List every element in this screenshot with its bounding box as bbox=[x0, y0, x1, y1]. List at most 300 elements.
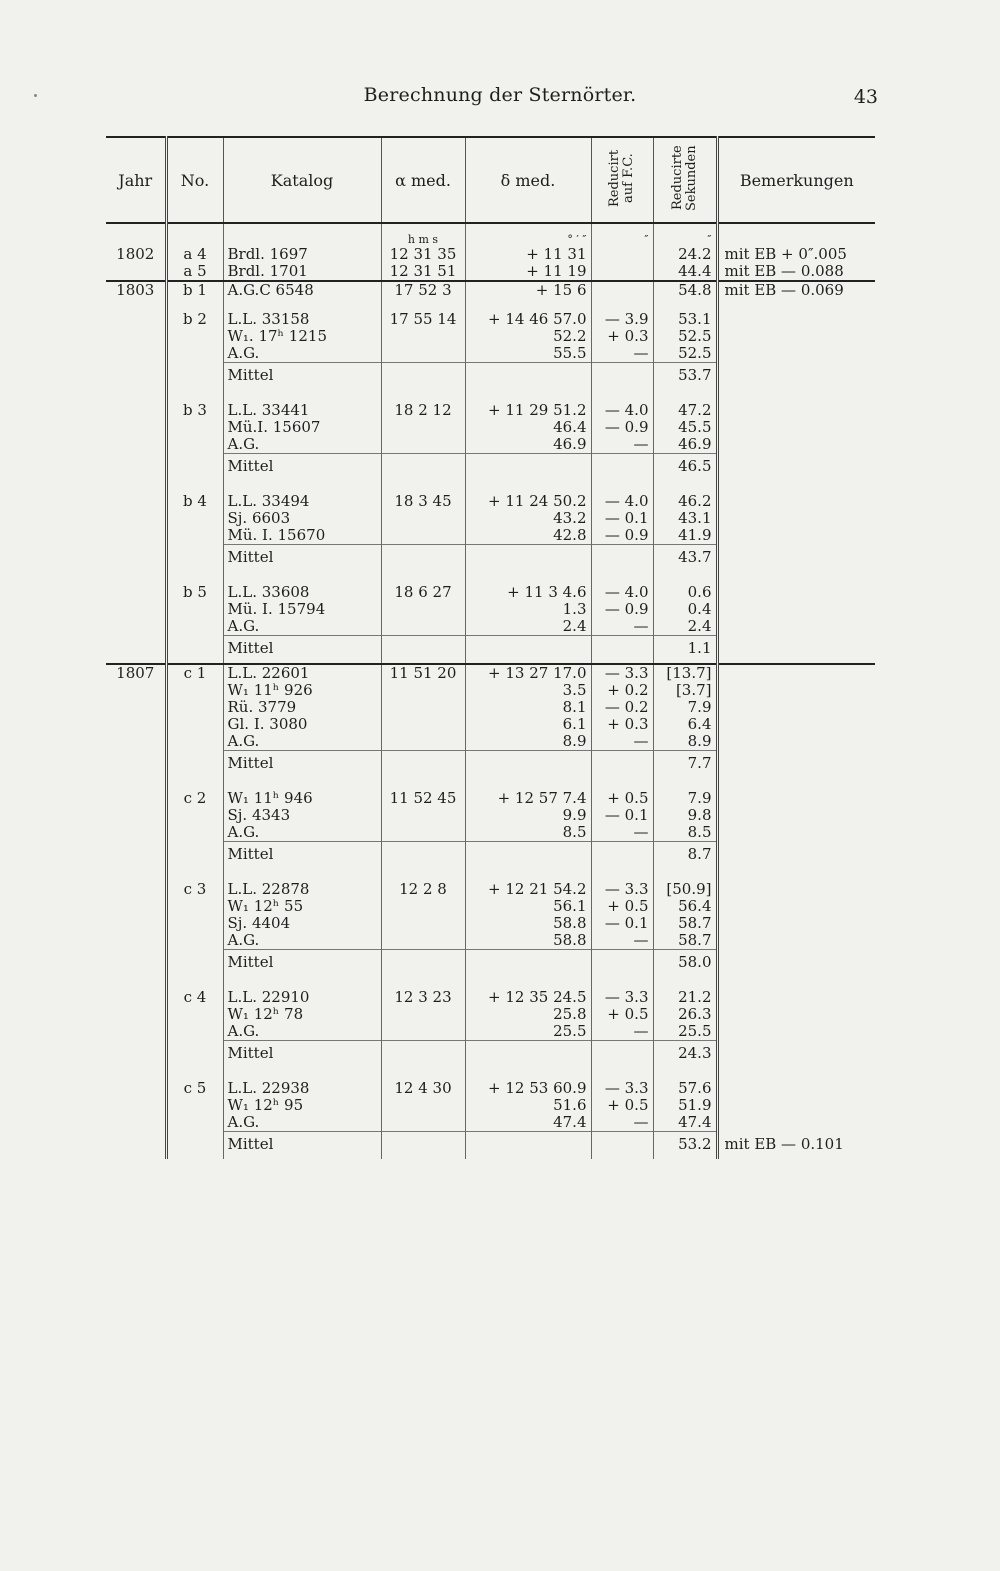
cell-alpha bbox=[381, 1006, 465, 1023]
cell-rem bbox=[717, 950, 875, 978]
cell-sek: 47.2 bbox=[653, 390, 717, 419]
cell-alpha bbox=[381, 510, 465, 527]
cell-kat: L.L. 33608 bbox=[223, 572, 381, 601]
table-row bbox=[106, 733, 875, 751]
cell-kat: L.L. 22910 bbox=[223, 977, 381, 1006]
cell-kat: A.G. bbox=[223, 1023, 381, 1041]
cell-no: a 4 bbox=[166, 246, 223, 263]
cell-no bbox=[166, 1023, 223, 1041]
cell-red bbox=[591, 263, 653, 281]
cell-jahr bbox=[106, 751, 166, 779]
cell-jahr bbox=[106, 898, 166, 915]
star-position-table bbox=[106, 136, 875, 1159]
cell-delta: + 11 19 bbox=[465, 263, 591, 281]
cell-kat: Mittel bbox=[223, 1041, 381, 1069]
table-row bbox=[106, 664, 875, 682]
cell-alpha: 12 31 35 bbox=[381, 246, 465, 263]
cell-kat: L.L. 22878 bbox=[223, 869, 381, 898]
cell-rem bbox=[717, 527, 875, 545]
cell-sek: 43.7 bbox=[653, 545, 717, 573]
cell-kat: A.G. bbox=[223, 345, 381, 363]
cell-kat: Mittel bbox=[223, 545, 381, 573]
cell-delta: 8.1 bbox=[465, 699, 591, 716]
cell-sek: 53.2 bbox=[653, 1132, 717, 1160]
cell-sek: 21.2 bbox=[653, 977, 717, 1006]
cell-no bbox=[166, 345, 223, 363]
cell-sek: 51.9 bbox=[653, 1097, 717, 1114]
cell-sek: 24.3 bbox=[653, 1041, 717, 1069]
cell-alpha bbox=[381, 419, 465, 436]
cell-alpha bbox=[381, 1041, 465, 1069]
cell-alpha bbox=[381, 1132, 465, 1160]
cell-sek: 7.7 bbox=[653, 751, 717, 779]
cell-alpha bbox=[381, 932, 465, 950]
cell-rem bbox=[717, 807, 875, 824]
cell-jahr: 1803 bbox=[106, 281, 166, 299]
cell-red bbox=[591, 636, 653, 665]
cell-rem bbox=[717, 898, 875, 915]
cell-alpha: 11 51 20 bbox=[381, 664, 465, 682]
table-row bbox=[106, 1023, 875, 1041]
cell-delta bbox=[465, 636, 591, 665]
cell-no bbox=[166, 932, 223, 950]
table-row bbox=[106, 807, 875, 824]
cell-kat: A.G. bbox=[223, 436, 381, 454]
cell-sek: 43.1 bbox=[653, 510, 717, 527]
cell-red: — 0.9 bbox=[591, 527, 653, 545]
cell-jahr bbox=[106, 699, 166, 716]
table-row bbox=[106, 328, 875, 345]
cell-rem bbox=[717, 636, 875, 665]
cell-delta: 25.5 bbox=[465, 1023, 591, 1041]
cell-red: — bbox=[591, 1114, 653, 1132]
cell-delta: 6.1 bbox=[465, 716, 591, 733]
cell-delta: + 15 6 bbox=[465, 281, 591, 299]
table-row bbox=[106, 454, 875, 482]
cell-red: + 0.3 bbox=[591, 328, 653, 345]
cell-jahr bbox=[106, 328, 166, 345]
cell-red bbox=[591, 363, 653, 391]
cell-delta: 58.8 bbox=[465, 915, 591, 932]
cell-red: — bbox=[591, 932, 653, 950]
cell-no: b 1 bbox=[166, 281, 223, 299]
cell-red: — 4.0 bbox=[591, 390, 653, 419]
table-row bbox=[106, 436, 875, 454]
cell-kat: Mittel bbox=[223, 950, 381, 978]
cell-no bbox=[166, 682, 223, 699]
col-no: No. bbox=[166, 137, 223, 223]
table-row bbox=[106, 363, 875, 391]
cell-red: — bbox=[591, 733, 653, 751]
cell-red: — 3.3 bbox=[591, 977, 653, 1006]
cell-no bbox=[166, 436, 223, 454]
cell-jahr bbox=[106, 618, 166, 636]
cell-alpha: 12 3 23 bbox=[381, 977, 465, 1006]
cell-sek: 46.2 bbox=[653, 481, 717, 510]
table-row bbox=[106, 1132, 875, 1160]
cell-jahr bbox=[106, 601, 166, 618]
cell-no bbox=[166, 1097, 223, 1114]
cell-rem bbox=[717, 733, 875, 751]
cell-no bbox=[166, 1006, 223, 1023]
cell-red: + 0.5 bbox=[591, 778, 653, 807]
cell-delta: + 13 27 17.0 bbox=[465, 664, 591, 682]
cell-delta: + 12 21 54.2 bbox=[465, 869, 591, 898]
cell-jahr bbox=[106, 363, 166, 391]
cell-delta: + 11 29 51.2 bbox=[465, 390, 591, 419]
table-row bbox=[106, 977, 875, 1006]
cell-sek: 52.5 bbox=[653, 345, 717, 363]
cell-red: — bbox=[591, 1023, 653, 1041]
cell-red: — 3.3 bbox=[591, 1068, 653, 1097]
cell-alpha: 17 55 14 bbox=[381, 299, 465, 328]
cell-jahr: 1807 bbox=[106, 664, 166, 682]
cell-jahr bbox=[106, 1041, 166, 1069]
cell-red bbox=[591, 545, 653, 573]
cell-alpha bbox=[381, 699, 465, 716]
cell-alpha: 18 6 27 bbox=[381, 572, 465, 601]
cell-no: c 3 bbox=[166, 869, 223, 898]
table-row bbox=[106, 1041, 875, 1069]
cell-alpha bbox=[381, 807, 465, 824]
cell-jahr bbox=[106, 454, 166, 482]
cell-jahr bbox=[106, 778, 166, 807]
table-row bbox=[106, 246, 875, 263]
cell-alpha bbox=[381, 436, 465, 454]
cell-rem bbox=[717, 664, 875, 682]
table-row bbox=[106, 716, 875, 733]
cell-no: c 2 bbox=[166, 778, 223, 807]
cell-kat: W₁ 12ʰ 55 bbox=[223, 898, 381, 915]
table-row bbox=[106, 527, 875, 545]
table-row bbox=[106, 778, 875, 807]
cell-delta: + 14 46 57.0 bbox=[465, 299, 591, 328]
cell-sek: 9.8 bbox=[653, 807, 717, 824]
cell-sek: 1.1 bbox=[653, 636, 717, 665]
cell-no: c 5 bbox=[166, 1068, 223, 1097]
cell-sek: 8.7 bbox=[653, 842, 717, 870]
cell-sek: 8.5 bbox=[653, 824, 717, 842]
table-row bbox=[106, 618, 875, 636]
cell-jahr bbox=[106, 390, 166, 419]
table-row bbox=[106, 481, 875, 510]
cell-red: — 0.1 bbox=[591, 915, 653, 932]
cell-kat: Mittel bbox=[223, 751, 381, 779]
cell-red bbox=[591, 842, 653, 870]
cell-alpha bbox=[381, 363, 465, 391]
cell-delta: 52.2 bbox=[465, 328, 591, 345]
cell-delta bbox=[465, 363, 591, 391]
cell-rem bbox=[717, 601, 875, 618]
cell-no: b 3 bbox=[166, 390, 223, 419]
cell-sek: 41.9 bbox=[653, 527, 717, 545]
cell-kat: Mittel bbox=[223, 842, 381, 870]
table-row bbox=[106, 299, 875, 328]
cell-delta: 3.5 bbox=[465, 682, 591, 699]
cell-kat: Gl. I. 3080 bbox=[223, 716, 381, 733]
cell-kat: W₁ 12ʰ 95 bbox=[223, 1097, 381, 1114]
cell-jahr bbox=[106, 807, 166, 824]
table-row bbox=[106, 263, 875, 281]
cell-alpha bbox=[381, 527, 465, 545]
cell-jahr bbox=[106, 636, 166, 665]
cell-delta: 42.8 bbox=[465, 527, 591, 545]
cell-kat: Mü. I. 15670 bbox=[223, 527, 381, 545]
cell-delta bbox=[465, 1041, 591, 1069]
cell-sek: 25.5 bbox=[653, 1023, 717, 1041]
cell-jahr bbox=[106, 1114, 166, 1132]
cell-alpha: 18 3 45 bbox=[381, 481, 465, 510]
table-row bbox=[106, 601, 875, 618]
cell-kat: A.G. bbox=[223, 824, 381, 842]
cell-kat: L.L. 33158 bbox=[223, 299, 381, 328]
cell-sek: 46.5 bbox=[653, 454, 717, 482]
cell-jahr bbox=[106, 1132, 166, 1160]
cell-alpha bbox=[381, 618, 465, 636]
cell-delta: 8.9 bbox=[465, 733, 591, 751]
cell-alpha: 11 52 45 bbox=[381, 778, 465, 807]
cell-sek: 7.9 bbox=[653, 778, 717, 807]
cell-no bbox=[166, 601, 223, 618]
cell-rem bbox=[717, 824, 875, 842]
cell-rem bbox=[717, 716, 875, 733]
cell-kat: Mü.I. 15607 bbox=[223, 419, 381, 436]
cell-red: — 3.3 bbox=[591, 869, 653, 898]
cell-no bbox=[166, 636, 223, 665]
cell-delta bbox=[465, 751, 591, 779]
cell-alpha: 12 31 51 bbox=[381, 263, 465, 281]
cell-red: — bbox=[591, 824, 653, 842]
cell-jahr bbox=[106, 950, 166, 978]
cell-sek: 26.3 bbox=[653, 1006, 717, 1023]
table-row bbox=[106, 751, 875, 779]
cell-rem bbox=[717, 1097, 875, 1114]
cell-jahr bbox=[106, 345, 166, 363]
cell-sek: 8.9 bbox=[653, 733, 717, 751]
cell-jahr bbox=[106, 545, 166, 573]
cell-red bbox=[591, 454, 653, 482]
cell-red: — 0.9 bbox=[591, 601, 653, 618]
cell-sek: 24.2 bbox=[653, 246, 717, 263]
cell-sek: 7.9 bbox=[653, 699, 717, 716]
table-row bbox=[106, 824, 875, 842]
cell-rem bbox=[717, 345, 875, 363]
cell-red: — 3.9 bbox=[591, 299, 653, 328]
cell-delta: 56.1 bbox=[465, 898, 591, 915]
col-alpha: α med. bbox=[381, 137, 465, 223]
cell-no bbox=[166, 545, 223, 573]
cell-red: — 0.1 bbox=[591, 510, 653, 527]
cell-red bbox=[591, 950, 653, 978]
cell-no: b 4 bbox=[166, 481, 223, 510]
cell-no: b 5 bbox=[166, 572, 223, 601]
cell-delta: + 12 53 60.9 bbox=[465, 1068, 591, 1097]
cell-delta: + 11 3 4.6 bbox=[465, 572, 591, 601]
cell-jahr bbox=[106, 824, 166, 842]
cell-no bbox=[166, 733, 223, 751]
cell-jahr bbox=[106, 682, 166, 699]
cell-no bbox=[166, 1132, 223, 1160]
cell-no bbox=[166, 751, 223, 779]
cell-delta: + 11 31 bbox=[465, 246, 591, 263]
cell-sek: 52.5 bbox=[653, 328, 717, 345]
cell-sek: [50.9] bbox=[653, 869, 717, 898]
cell-sek: 57.6 bbox=[653, 1068, 717, 1097]
cell-delta: 46.4 bbox=[465, 419, 591, 436]
table-row bbox=[106, 545, 875, 573]
cell-delta bbox=[465, 842, 591, 870]
cell-kat: L.L. 33441 bbox=[223, 390, 381, 419]
table-row bbox=[106, 390, 875, 419]
col-jahr: Jahr bbox=[106, 137, 166, 223]
cell-rem bbox=[717, 1068, 875, 1097]
cell-no bbox=[166, 950, 223, 978]
cell-alpha: 17 52 3 bbox=[381, 281, 465, 299]
cell-red: — 0.2 bbox=[591, 699, 653, 716]
table-row bbox=[106, 1068, 875, 1097]
cell-kat: Brdl. 1697 bbox=[223, 246, 381, 263]
cell-sek: 53.1 bbox=[653, 299, 717, 328]
cell-rem bbox=[717, 932, 875, 950]
cell-kat: L.L. 33494 bbox=[223, 481, 381, 510]
cell-delta: 46.9 bbox=[465, 436, 591, 454]
cell-rem bbox=[717, 682, 875, 699]
cell-alpha bbox=[381, 454, 465, 482]
cell-jahr bbox=[106, 1023, 166, 1041]
cell-sek: 58.0 bbox=[653, 950, 717, 978]
cell-alpha bbox=[381, 1023, 465, 1041]
unit-sek: ″ bbox=[653, 223, 717, 246]
cell-alpha bbox=[381, 824, 465, 842]
table-row bbox=[106, 572, 875, 601]
cell-sek: [3.7] bbox=[653, 682, 717, 699]
cell-jahr bbox=[106, 932, 166, 950]
cell-jahr bbox=[106, 977, 166, 1006]
cell-no bbox=[166, 807, 223, 824]
cell-rem bbox=[717, 778, 875, 807]
cell-rem bbox=[717, 419, 875, 436]
table-row bbox=[106, 1006, 875, 1023]
cell-red: + 0.5 bbox=[591, 898, 653, 915]
header-row bbox=[106, 137, 875, 223]
cell-kat: A.G. bbox=[223, 932, 381, 950]
cell-red bbox=[591, 246, 653, 263]
cell-kat: Mittel bbox=[223, 1132, 381, 1160]
cell-no bbox=[166, 842, 223, 870]
cell-alpha bbox=[381, 682, 465, 699]
table-row bbox=[106, 932, 875, 950]
cell-jahr bbox=[106, 299, 166, 328]
cell-jahr bbox=[106, 733, 166, 751]
cell-no bbox=[166, 527, 223, 545]
cell-sek: 0.4 bbox=[653, 601, 717, 618]
cell-no bbox=[166, 419, 223, 436]
cell-sek: 6.4 bbox=[653, 716, 717, 733]
table-row bbox=[106, 898, 875, 915]
cell-kat: A.G. bbox=[223, 1114, 381, 1132]
unit-red: ″ bbox=[591, 223, 653, 246]
cell-no bbox=[166, 328, 223, 345]
cell-alpha bbox=[381, 328, 465, 345]
table-body bbox=[106, 223, 875, 1159]
cell-sek: 2.4 bbox=[653, 618, 717, 636]
cell-red: — 4.0 bbox=[591, 481, 653, 510]
cell-red bbox=[591, 751, 653, 779]
cell-no bbox=[166, 618, 223, 636]
cell-red bbox=[591, 281, 653, 299]
cell-delta: + 11 24 50.2 bbox=[465, 481, 591, 510]
cell-delta bbox=[465, 454, 591, 482]
cell-rem: mit EB + 0″.005 bbox=[717, 246, 875, 263]
cell-sek: 56.4 bbox=[653, 898, 717, 915]
table-row bbox=[106, 1097, 875, 1114]
table-row bbox=[106, 345, 875, 363]
cell-jahr bbox=[106, 1006, 166, 1023]
cell-rem bbox=[717, 436, 875, 454]
page-header bbox=[0, 84, 1000, 114]
cell-alpha bbox=[381, 733, 465, 751]
cell-rem bbox=[717, 842, 875, 870]
cell-sek: 54.8 bbox=[653, 281, 717, 299]
cell-jahr bbox=[106, 1068, 166, 1097]
cell-rem bbox=[717, 454, 875, 482]
cell-rem bbox=[717, 328, 875, 345]
cell-delta: 51.6 bbox=[465, 1097, 591, 1114]
cell-kat: A.G. bbox=[223, 733, 381, 751]
cell-no bbox=[166, 454, 223, 482]
cell-red: — 0.9 bbox=[591, 419, 653, 436]
table-row bbox=[106, 842, 875, 870]
cell-red bbox=[591, 1132, 653, 1160]
cell-jahr bbox=[106, 263, 166, 281]
cell-kat: A.G.C 6548 bbox=[223, 281, 381, 299]
cell-jahr bbox=[106, 510, 166, 527]
cell-alpha bbox=[381, 1097, 465, 1114]
cell-rem bbox=[717, 363, 875, 391]
cell-no: c 1 bbox=[166, 664, 223, 682]
cell-sek: 47.4 bbox=[653, 1114, 717, 1132]
cell-alpha bbox=[381, 716, 465, 733]
table-row bbox=[106, 419, 875, 436]
table-row bbox=[106, 281, 875, 299]
cell-red: + 0.5 bbox=[591, 1006, 653, 1023]
cell-jahr bbox=[106, 1097, 166, 1114]
cell-kat: Sj. 4343 bbox=[223, 807, 381, 824]
cell-delta bbox=[465, 950, 591, 978]
cell-kat: Brdl. 1701 bbox=[223, 263, 381, 281]
cell-rem bbox=[717, 618, 875, 636]
unit-delta: ° ′ ″ bbox=[465, 223, 591, 246]
cell-alpha bbox=[381, 636, 465, 665]
cell-delta: 9.9 bbox=[465, 807, 591, 824]
cell-alpha: 12 2 8 bbox=[381, 869, 465, 898]
cell-rem bbox=[717, 390, 875, 419]
cell-kat: L.L. 22938 bbox=[223, 1068, 381, 1097]
cell-no bbox=[166, 915, 223, 932]
table-row bbox=[106, 950, 875, 978]
cell-rem bbox=[717, 699, 875, 716]
cell-alpha bbox=[381, 601, 465, 618]
cell-jahr bbox=[106, 869, 166, 898]
table-row bbox=[106, 682, 875, 699]
cell-sek: 58.7 bbox=[653, 932, 717, 950]
cell-rem bbox=[717, 869, 875, 898]
cell-rem bbox=[717, 1041, 875, 1069]
cell-jahr: 1802 bbox=[116, 245, 155, 263]
cell-delta: 1.3 bbox=[465, 601, 591, 618]
cell-jahr bbox=[106, 915, 166, 932]
cell-kat: Sj. 6603 bbox=[223, 510, 381, 527]
